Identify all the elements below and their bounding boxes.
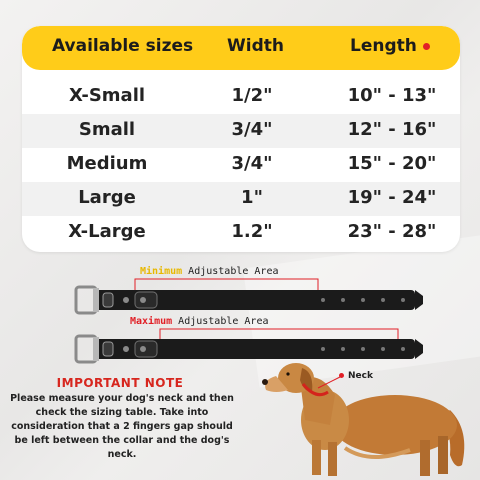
width-cell: 3/4" bbox=[231, 153, 273, 174]
maximum-area-label: Maximum Adjustable Area bbox=[130, 316, 269, 327]
header-sizes: Available sizes bbox=[52, 36, 194, 56]
size-cell: Medium bbox=[66, 153, 148, 174]
width-cell: 1.2" bbox=[231, 221, 273, 242]
header-width: Width bbox=[227, 36, 284, 56]
width-cell: 3/4" bbox=[231, 119, 273, 140]
length-cell: 23" - 28" bbox=[347, 221, 437, 242]
size-cell: X-Small bbox=[68, 85, 146, 106]
neck-label: Neck bbox=[339, 371, 373, 381]
collar-bottom bbox=[76, 336, 423, 362]
size-cell: Large bbox=[78, 187, 136, 208]
length-cell: 10" - 13" bbox=[347, 85, 437, 106]
note-body: Please measure your dog's neck and then check the sizing table. Take into consideration that a 2 fingers gap should be left between the collar and the dog's neck. bbox=[10, 393, 234, 460]
red-dot-icon bbox=[339, 373, 344, 378]
width-cell: 1" bbox=[241, 187, 263, 208]
note-title: IMPORTANT NOTE bbox=[56, 376, 184, 390]
length-cell: 15" - 20" bbox=[347, 153, 437, 174]
size-cell: Small bbox=[78, 119, 136, 140]
collar-top bbox=[76, 287, 423, 313]
length-cell: 19" - 24" bbox=[347, 187, 437, 208]
minimum-area-label: Minimum Adjustable Area bbox=[140, 266, 279, 277]
header-length: Length bbox=[350, 36, 430, 56]
size-cell: X-Large bbox=[68, 221, 146, 242]
length-cell: 12" - 16" bbox=[347, 119, 437, 140]
width-cell: 1/2" bbox=[231, 85, 273, 106]
